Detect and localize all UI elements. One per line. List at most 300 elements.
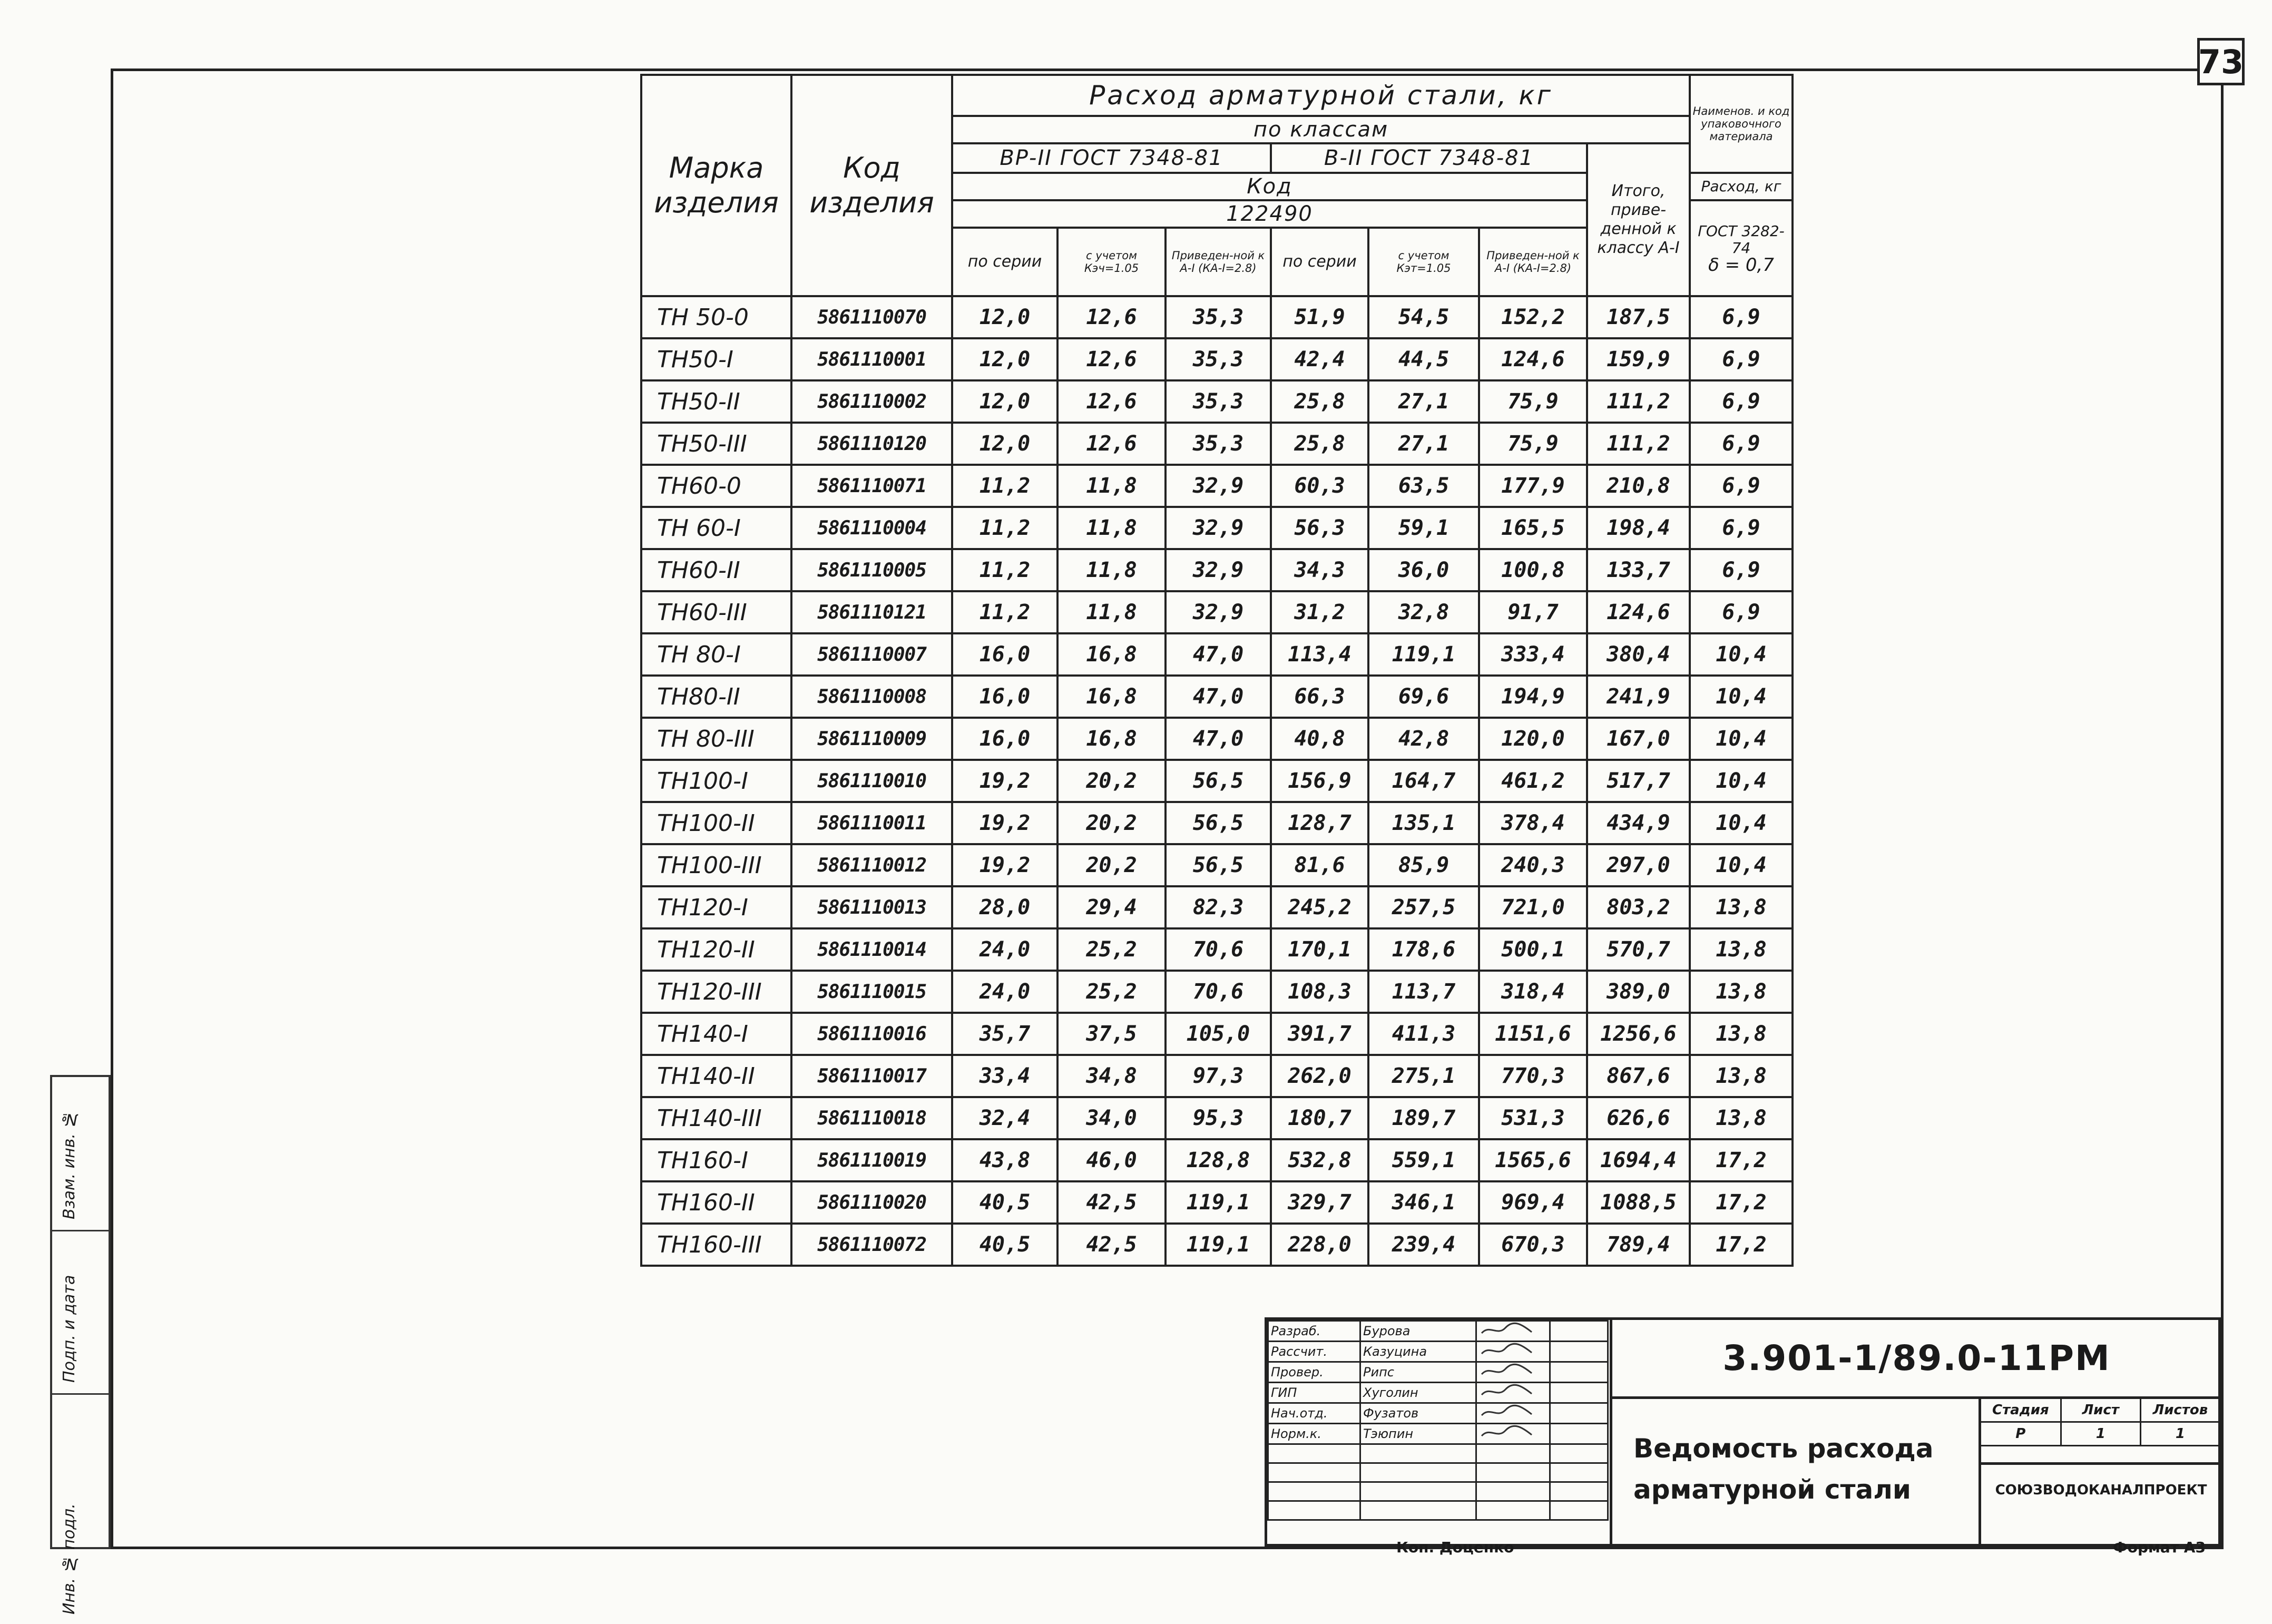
v-by-series-cell: 170,1 bbox=[1271, 928, 1368, 971]
signer-row bbox=[1268, 1362, 1608, 1383]
v-with-coef-cell: 42,8 bbox=[1368, 718, 1479, 760]
vr-with-coef-cell: 29,4 bbox=[1057, 886, 1166, 928]
signer-signature bbox=[1476, 1403, 1550, 1424]
v-reduced-cell: 770,3 bbox=[1479, 1055, 1587, 1097]
packaging-cell: 6,9 bbox=[1690, 591, 1793, 633]
signer-date bbox=[1550, 1321, 1608, 1342]
signer-date bbox=[1550, 1383, 1608, 1403]
packaging-cell: 6,9 bbox=[1690, 296, 1793, 338]
table-row bbox=[641, 591, 1793, 633]
v-reduced-cell: 75,9 bbox=[1479, 423, 1587, 465]
v-reduced-cell: 165,5 bbox=[1479, 507, 1587, 549]
v-with-coef-cell: 36,0 bbox=[1368, 549, 1479, 591]
packaging-cell: 10,4 bbox=[1690, 844, 1793, 886]
code-cell: 5861110014 bbox=[791, 928, 952, 971]
v-by-series-cell: 40,8 bbox=[1271, 718, 1368, 760]
packaging-cell: 17,2 bbox=[1690, 1139, 1793, 1181]
v-by-series-cell: 245,2 bbox=[1271, 886, 1368, 928]
mark-cell: ТН60-III bbox=[641, 591, 791, 633]
v-with-coef-cell: 27,1 bbox=[1368, 423, 1479, 465]
v-by-series-cell: 25,8 bbox=[1271, 423, 1368, 465]
mark-cell: ТН140-III bbox=[641, 1097, 791, 1139]
code-cell: 5861110070 bbox=[791, 296, 952, 338]
sheets-label: Листов bbox=[2140, 1399, 2220, 1422]
vr-with-coef-cell: 12,6 bbox=[1057, 296, 1166, 338]
packaging-cell: 10,4 bbox=[1690, 802, 1793, 844]
v-by-series-cell: 262,0 bbox=[1271, 1055, 1368, 1097]
signature-scribble bbox=[1479, 1404, 1542, 1420]
table-row bbox=[641, 886, 1793, 928]
mark-cell: ТН100-I bbox=[641, 760, 791, 802]
empty-cell bbox=[1268, 1482, 1360, 1501]
code-cell: 5861110018 bbox=[791, 1097, 952, 1139]
vr-by-series-cell: 19,2 bbox=[952, 802, 1057, 844]
v-with-coef-cell: 32,8 bbox=[1368, 591, 1479, 633]
signer-signature bbox=[1476, 1383, 1550, 1403]
packaging-cell: 6,9 bbox=[1690, 507, 1793, 549]
packaging-cell: 6,9 bbox=[1690, 380, 1793, 423]
v-reduced-cell: 378,4 bbox=[1479, 802, 1587, 844]
v-with-coef-cell: 559,1 bbox=[1368, 1139, 1479, 1181]
total-cell: 241,9 bbox=[1587, 676, 1690, 718]
header-packaging-consumption: Расход, кг bbox=[1690, 173, 1793, 200]
header-reduced-2: Приведен-ной к А-I (КА-I=2.8) bbox=[1479, 228, 1587, 296]
total-cell: 380,4 bbox=[1587, 633, 1690, 676]
mark-cell: ТН80-II bbox=[641, 676, 791, 718]
v-reduced-cell: 531,3 bbox=[1479, 1097, 1587, 1139]
code-cell: 5861110005 bbox=[791, 549, 952, 591]
v-by-series-cell: 128,7 bbox=[1271, 802, 1368, 844]
vr-by-series-cell: 12,0 bbox=[952, 296, 1057, 338]
left-stamp-strip bbox=[50, 1075, 111, 1615]
total-cell: 167,0 bbox=[1587, 718, 1690, 760]
v-by-series-cell: 329,7 bbox=[1271, 1181, 1368, 1224]
signer-role: Нач.отд. bbox=[1268, 1403, 1360, 1424]
v-reduced-cell: 124,6 bbox=[1479, 338, 1587, 380]
header-code-label: Код bbox=[952, 173, 1587, 200]
signer-name: Казуцина bbox=[1360, 1342, 1476, 1362]
code-cell: 5861110011 bbox=[791, 802, 952, 844]
table-row bbox=[641, 844, 1793, 886]
vr-reduced-cell: 105,0 bbox=[1166, 1013, 1271, 1055]
signer-date bbox=[1550, 1424, 1608, 1444]
vr-reduced-cell: 35,3 bbox=[1166, 296, 1271, 338]
v-by-series-cell: 66,3 bbox=[1271, 676, 1368, 718]
v-with-coef-cell: 239,4 bbox=[1368, 1224, 1479, 1266]
organization: СОЮЗВОДОКАНАЛПРОЕКТ bbox=[1981, 1462, 2221, 1515]
vr-reduced-cell: 32,9 bbox=[1166, 591, 1271, 633]
code-cell: 5861110010 bbox=[791, 760, 952, 802]
paper-format: Формат А3 bbox=[2113, 1539, 2206, 1556]
signature-scribble bbox=[1479, 1424, 1542, 1440]
signature-scribble bbox=[1479, 1322, 1542, 1337]
v-reduced-cell: 461,2 bbox=[1479, 760, 1587, 802]
vr-reduced-cell: 47,0 bbox=[1166, 676, 1271, 718]
table-row bbox=[641, 465, 1793, 507]
strip-label-inventory: Инв. № подл. bbox=[60, 1503, 79, 1615]
total-cell: 210,8 bbox=[1587, 465, 1690, 507]
v-with-coef-cell: 411,3 bbox=[1368, 1013, 1479, 1055]
total-cell: 626,6 bbox=[1587, 1097, 1690, 1139]
v-by-series-cell: 56,3 bbox=[1271, 507, 1368, 549]
header-packaging-name: Наименов. и код упаковочного материала bbox=[1690, 75, 1793, 173]
packaging-cell: 13,8 bbox=[1690, 1013, 1793, 1055]
vr-reduced-cell: 95,3 bbox=[1166, 1097, 1271, 1139]
delta-label: δ = 0,7 bbox=[1708, 255, 1774, 276]
code-cell: 5861110004 bbox=[791, 507, 952, 549]
vr-reduced-cell: 128,8 bbox=[1166, 1139, 1271, 1181]
total-cell: 159,9 bbox=[1587, 338, 1690, 380]
signer-row-empty bbox=[1268, 1444, 1608, 1463]
total-cell: 124,6 bbox=[1587, 591, 1690, 633]
vr-with-coef-cell: 25,2 bbox=[1057, 928, 1166, 971]
signer-signature bbox=[1476, 1321, 1550, 1342]
v-with-coef-cell: 135,1 bbox=[1368, 802, 1479, 844]
mark-cell: ТН160-II bbox=[641, 1181, 791, 1224]
vr-reduced-cell: 70,6 bbox=[1166, 928, 1271, 971]
vr-with-coef-cell: 20,2 bbox=[1057, 802, 1166, 844]
vr-with-coef-cell: 16,8 bbox=[1057, 633, 1166, 676]
signer-date bbox=[1550, 1342, 1608, 1362]
packaging-cell: 6,9 bbox=[1690, 338, 1793, 380]
vr-reduced-cell: 35,3 bbox=[1166, 338, 1271, 380]
v-with-coef-cell: 346,1 bbox=[1368, 1181, 1479, 1224]
mark-cell: ТН 60-I bbox=[641, 507, 791, 549]
code-cell: 5861110001 bbox=[791, 338, 952, 380]
vr-with-coef-cell: 11,8 bbox=[1057, 465, 1166, 507]
table-row bbox=[641, 1181, 1793, 1224]
code-cell: 5861110012 bbox=[791, 844, 952, 886]
code-cell: 5861110017 bbox=[791, 1055, 952, 1097]
vr-by-series-cell: 11,2 bbox=[952, 591, 1057, 633]
total-cell: 389,0 bbox=[1587, 971, 1690, 1013]
header-class-vr: ВР-II ГОСТ 7348-81 bbox=[952, 143, 1271, 173]
sheet-label: Лист bbox=[2061, 1399, 2140, 1422]
vr-with-coef-cell: 16,8 bbox=[1057, 718, 1166, 760]
code-cell: 5861110013 bbox=[791, 886, 952, 928]
v-reduced-cell: 1565,6 bbox=[1479, 1139, 1587, 1181]
mark-cell: ТН60-0 bbox=[641, 465, 791, 507]
empty-cell bbox=[1550, 1501, 1608, 1520]
vr-by-series-cell: 16,0 bbox=[952, 633, 1057, 676]
v-with-coef-cell: 59,1 bbox=[1368, 507, 1479, 549]
table-row bbox=[641, 423, 1793, 465]
packaging-cell: 10,4 bbox=[1690, 676, 1793, 718]
vr-by-series-cell: 24,0 bbox=[952, 928, 1057, 971]
sheet-name: Ведомость расхода арматурной стали bbox=[1610, 1399, 1979, 1547]
signer-signature bbox=[1476, 1424, 1550, 1444]
mark-cell: ТН160-III bbox=[641, 1224, 791, 1266]
vr-with-coef-cell: 11,8 bbox=[1057, 549, 1166, 591]
total-cell: 297,0 bbox=[1587, 844, 1690, 886]
v-reduced-cell: 152,2 bbox=[1479, 296, 1587, 338]
v-with-coef-cell: 275,1 bbox=[1368, 1055, 1479, 1097]
vr-with-coef-cell: 46,0 bbox=[1057, 1139, 1166, 1181]
strip-label-replacement: Взам. инв. № bbox=[60, 1110, 79, 1219]
empty-cell bbox=[1476, 1501, 1550, 1520]
header-consumption: Расход арматурной стали, кг bbox=[952, 75, 1690, 116]
total-cell: 570,7 bbox=[1587, 928, 1690, 971]
mark-cell: ТН120-I bbox=[641, 886, 791, 928]
v-with-coef-cell: 113,7 bbox=[1368, 971, 1479, 1013]
empty-cell bbox=[1550, 1463, 1608, 1482]
signer-row-empty bbox=[1268, 1463, 1608, 1482]
total-cell: 187,5 bbox=[1587, 296, 1690, 338]
signer-name: Тэюпин bbox=[1360, 1424, 1476, 1444]
mark-cell: ТН60-II bbox=[641, 549, 791, 591]
header-mark: Марка изделия bbox=[641, 75, 791, 296]
vr-with-coef-cell: 34,8 bbox=[1057, 1055, 1166, 1097]
signer-date bbox=[1550, 1403, 1608, 1424]
title-block bbox=[1265, 1317, 2221, 1547]
vr-with-coef-cell: 20,2 bbox=[1057, 844, 1166, 886]
signer-name: Рипс bbox=[1360, 1362, 1476, 1383]
vr-by-series-cell: 40,5 bbox=[952, 1224, 1057, 1266]
v-reduced-cell: 91,7 bbox=[1479, 591, 1587, 633]
vr-with-coef-cell: 37,5 bbox=[1057, 1013, 1166, 1055]
signer-row bbox=[1268, 1403, 1608, 1424]
code-cell: 5861110019 bbox=[791, 1139, 952, 1181]
header-total-reduced: Итого, приве-денной к классу А-I bbox=[1587, 143, 1690, 296]
vr-by-series-cell: 16,0 bbox=[952, 718, 1057, 760]
packaging-cell: 17,2 bbox=[1690, 1181, 1793, 1224]
v-reduced-cell: 333,4 bbox=[1479, 633, 1587, 676]
v-with-coef-cell: 27,1 bbox=[1368, 380, 1479, 423]
v-reduced-cell: 194,9 bbox=[1479, 676, 1587, 718]
mark-cell: ТН50-II bbox=[641, 380, 791, 423]
vr-reduced-cell: 97,3 bbox=[1166, 1055, 1271, 1097]
vr-reduced-cell: 70,6 bbox=[1166, 971, 1271, 1013]
packaging-cell: 13,8 bbox=[1690, 1097, 1793, 1139]
table-row bbox=[641, 1139, 1793, 1181]
vr-by-series-cell: 11,2 bbox=[952, 465, 1057, 507]
mark-cell: ТН120-II bbox=[641, 928, 791, 971]
code-cell: 5861110007 bbox=[791, 633, 952, 676]
v-by-series-cell: 228,0 bbox=[1271, 1224, 1368, 1266]
v-reduced-cell: 670,3 bbox=[1479, 1224, 1587, 1266]
empty-cell bbox=[1550, 1444, 1608, 1463]
vr-reduced-cell: 47,0 bbox=[1166, 633, 1271, 676]
mark-cell: ТН50-I bbox=[641, 338, 791, 380]
mark-cell: ТН120-III bbox=[641, 971, 791, 1013]
code-cell: 5861110072 bbox=[791, 1224, 952, 1266]
vr-by-series-cell: 19,2 bbox=[952, 760, 1057, 802]
mark-cell: ТН 50-0 bbox=[641, 296, 791, 338]
packaging-cell: 13,8 bbox=[1690, 1055, 1793, 1097]
v-with-coef-cell: 164,7 bbox=[1368, 760, 1479, 802]
packaging-cell: 13,8 bbox=[1690, 928, 1793, 971]
vr-with-coef-cell: 42,5 bbox=[1057, 1224, 1166, 1266]
table-row bbox=[641, 1013, 1793, 1055]
vr-reduced-cell: 56,5 bbox=[1166, 844, 1271, 886]
vr-reduced-cell: 119,1 bbox=[1166, 1224, 1271, 1266]
stage-value: Р bbox=[1981, 1422, 2061, 1446]
sheet-number: 73 bbox=[2197, 38, 2245, 85]
code-cell: 5861110002 bbox=[791, 380, 952, 423]
v-by-series-cell: 42,4 bbox=[1271, 338, 1368, 380]
table-row bbox=[641, 802, 1793, 844]
empty-cell bbox=[1476, 1444, 1550, 1463]
vr-with-coef-cell: 25,2 bbox=[1057, 971, 1166, 1013]
signer-signature bbox=[1476, 1362, 1550, 1383]
mark-cell: ТН140-I bbox=[641, 1013, 791, 1055]
total-cell: 111,2 bbox=[1587, 380, 1690, 423]
vr-by-series-cell: 32,4 bbox=[952, 1097, 1057, 1139]
v-reduced-cell: 500,1 bbox=[1479, 928, 1587, 971]
signer-row bbox=[1268, 1342, 1608, 1362]
signer-name: Фузатов bbox=[1360, 1403, 1476, 1424]
vr-by-series-cell: 11,2 bbox=[952, 549, 1057, 591]
total-cell: 1694,4 bbox=[1587, 1139, 1690, 1181]
v-by-series-cell: 156,9 bbox=[1271, 760, 1368, 802]
signer-name: Бурова bbox=[1360, 1321, 1476, 1342]
signer-row-empty bbox=[1268, 1501, 1608, 1520]
stage-label: Стадия bbox=[1981, 1399, 2061, 1422]
total-cell: 1256,6 bbox=[1587, 1013, 1690, 1055]
v-reduced-cell: 969,4 bbox=[1479, 1181, 1587, 1224]
mark-cell: ТН 80-III bbox=[641, 718, 791, 760]
packaging-cell: 17,2 bbox=[1690, 1224, 1793, 1266]
empty-cell bbox=[1360, 1444, 1476, 1463]
vr-with-coef-cell: 12,6 bbox=[1057, 338, 1166, 380]
v-reduced-cell: 318,4 bbox=[1479, 971, 1587, 1013]
table-row bbox=[641, 676, 1793, 718]
v-reduced-cell: 100,8 bbox=[1479, 549, 1587, 591]
v-by-series-cell: 532,8 bbox=[1271, 1139, 1368, 1181]
table-row bbox=[641, 338, 1793, 380]
v-by-series-cell: 113,4 bbox=[1271, 633, 1368, 676]
sheet-value: 1 bbox=[2061, 1422, 2140, 1446]
vr-with-coef-cell: 12,6 bbox=[1057, 380, 1166, 423]
packaging-cell: 13,8 bbox=[1690, 886, 1793, 928]
vr-by-series-cell: 16,0 bbox=[952, 676, 1057, 718]
header-code-value: 122490 bbox=[952, 200, 1587, 228]
vr-with-coef-cell: 11,8 bbox=[1057, 591, 1166, 633]
vr-by-series-cell: 33,4 bbox=[952, 1055, 1057, 1097]
vr-reduced-cell: 35,3 bbox=[1166, 423, 1271, 465]
total-cell: 133,7 bbox=[1587, 549, 1690, 591]
vr-by-series-cell: 40,5 bbox=[952, 1181, 1057, 1224]
vr-reduced-cell: 47,0 bbox=[1166, 718, 1271, 760]
signer-signature bbox=[1476, 1342, 1550, 1362]
table-row bbox=[641, 549, 1793, 591]
empty-cell bbox=[1360, 1463, 1476, 1482]
table-body bbox=[641, 296, 1793, 1266]
total-cell: 1088,5 bbox=[1587, 1181, 1690, 1224]
v-reduced-cell: 1151,6 bbox=[1479, 1013, 1587, 1055]
empty-cell bbox=[1360, 1501, 1476, 1520]
v-by-series-cell: 60,3 bbox=[1271, 465, 1368, 507]
header-class-v: В-II ГОСТ 7348-81 bbox=[1271, 143, 1587, 173]
code-cell: 5861110120 bbox=[791, 423, 952, 465]
table-row bbox=[641, 1097, 1793, 1139]
v-with-coef-cell: 257,5 bbox=[1368, 886, 1479, 928]
empty-cell bbox=[1268, 1501, 1360, 1520]
empty-cell bbox=[1268, 1463, 1360, 1482]
vr-with-coef-cell: 34,0 bbox=[1057, 1097, 1166, 1139]
signer-row bbox=[1268, 1424, 1608, 1444]
total-cell: 789,4 bbox=[1587, 1224, 1690, 1266]
signer-name: Хуголин bbox=[1360, 1383, 1476, 1403]
signature-scribble bbox=[1479, 1383, 1542, 1399]
packaging-cell: 13,8 bbox=[1690, 971, 1793, 1013]
gost-label: ГОСТ 3282-74 bbox=[1698, 222, 1785, 257]
v-with-coef-cell: 54,5 bbox=[1368, 296, 1479, 338]
v-by-series-cell: 81,6 bbox=[1271, 844, 1368, 886]
v-by-series-cell: 25,8 bbox=[1271, 380, 1368, 423]
vr-by-series-cell: 19,2 bbox=[952, 844, 1057, 886]
signature-scribble bbox=[1479, 1363, 1542, 1378]
v-reduced-cell: 75,9 bbox=[1479, 380, 1587, 423]
table-row bbox=[641, 718, 1793, 760]
vr-reduced-cell: 32,9 bbox=[1166, 507, 1271, 549]
vr-by-series-cell: 35,7 bbox=[952, 1013, 1057, 1055]
packaging-cell: 10,4 bbox=[1690, 633, 1793, 676]
vr-with-coef-cell: 20,2 bbox=[1057, 760, 1166, 802]
v-reduced-cell: 240,3 bbox=[1479, 844, 1587, 886]
code-cell: 5861110121 bbox=[791, 591, 952, 633]
sheets-value: 1 bbox=[2140, 1422, 2220, 1446]
signer-date bbox=[1550, 1362, 1608, 1383]
vr-with-coef-cell: 42,5 bbox=[1057, 1181, 1166, 1224]
mark-cell: ТН100-II bbox=[641, 802, 791, 844]
code-cell: 5861110020 bbox=[791, 1181, 952, 1224]
code-cell: 5861110015 bbox=[791, 971, 952, 1013]
header-by-series-2: по серии bbox=[1271, 228, 1368, 296]
v-with-coef-cell: 189,7 bbox=[1368, 1097, 1479, 1139]
signer-role: Рассчит. bbox=[1268, 1342, 1360, 1362]
code-cell: 5861110008 bbox=[791, 676, 952, 718]
table-row bbox=[641, 928, 1793, 971]
table-row bbox=[641, 380, 1793, 423]
code-cell: 5861110071 bbox=[791, 465, 952, 507]
vr-reduced-cell: 56,5 bbox=[1166, 760, 1271, 802]
mark-cell: ТН140-II bbox=[641, 1055, 791, 1097]
signers-body bbox=[1268, 1321, 1608, 1520]
signature-table bbox=[1267, 1320, 1609, 1521]
code-cell: 5861110009 bbox=[791, 718, 952, 760]
empty-cell bbox=[1476, 1482, 1550, 1501]
mark-cell: ТН100-III bbox=[641, 844, 791, 886]
steel-consumption-table bbox=[640, 74, 1794, 1267]
total-cell: 111,2 bbox=[1587, 423, 1690, 465]
mark-cell: ТН50-III bbox=[641, 423, 791, 465]
copied-by: Коп. Доценко bbox=[1396, 1539, 1514, 1556]
signature-scribble bbox=[1479, 1342, 1542, 1358]
table-row bbox=[641, 1055, 1793, 1097]
header-code: Код изделия bbox=[791, 75, 952, 296]
signer-row-empty bbox=[1268, 1482, 1608, 1501]
table-row bbox=[641, 760, 1793, 802]
vr-by-series-cell: 12,0 bbox=[952, 338, 1057, 380]
total-cell: 867,6 bbox=[1587, 1055, 1690, 1097]
vr-with-coef-cell: 11,8 bbox=[1057, 507, 1166, 549]
v-reduced-cell: 120,0 bbox=[1479, 718, 1587, 760]
signer-row bbox=[1268, 1383, 1608, 1403]
vr-by-series-cell: 11,2 bbox=[952, 507, 1057, 549]
document-code: 3.901-1/89.0-11РМ bbox=[1610, 1320, 2221, 1399]
vr-by-series-cell: 28,0 bbox=[952, 886, 1057, 928]
table-row bbox=[641, 1224, 1793, 1266]
total-cell: 803,2 bbox=[1587, 886, 1690, 928]
v-by-series-cell: 31,2 bbox=[1271, 591, 1368, 633]
mark-cell: ТН160-I bbox=[641, 1139, 791, 1181]
v-by-series-cell: 180,7 bbox=[1271, 1097, 1368, 1139]
v-by-series-cell: 34,3 bbox=[1271, 549, 1368, 591]
vr-by-series-cell: 24,0 bbox=[952, 971, 1057, 1013]
vr-by-series-cell: 12,0 bbox=[952, 380, 1057, 423]
v-with-coef-cell: 119,1 bbox=[1368, 633, 1479, 676]
